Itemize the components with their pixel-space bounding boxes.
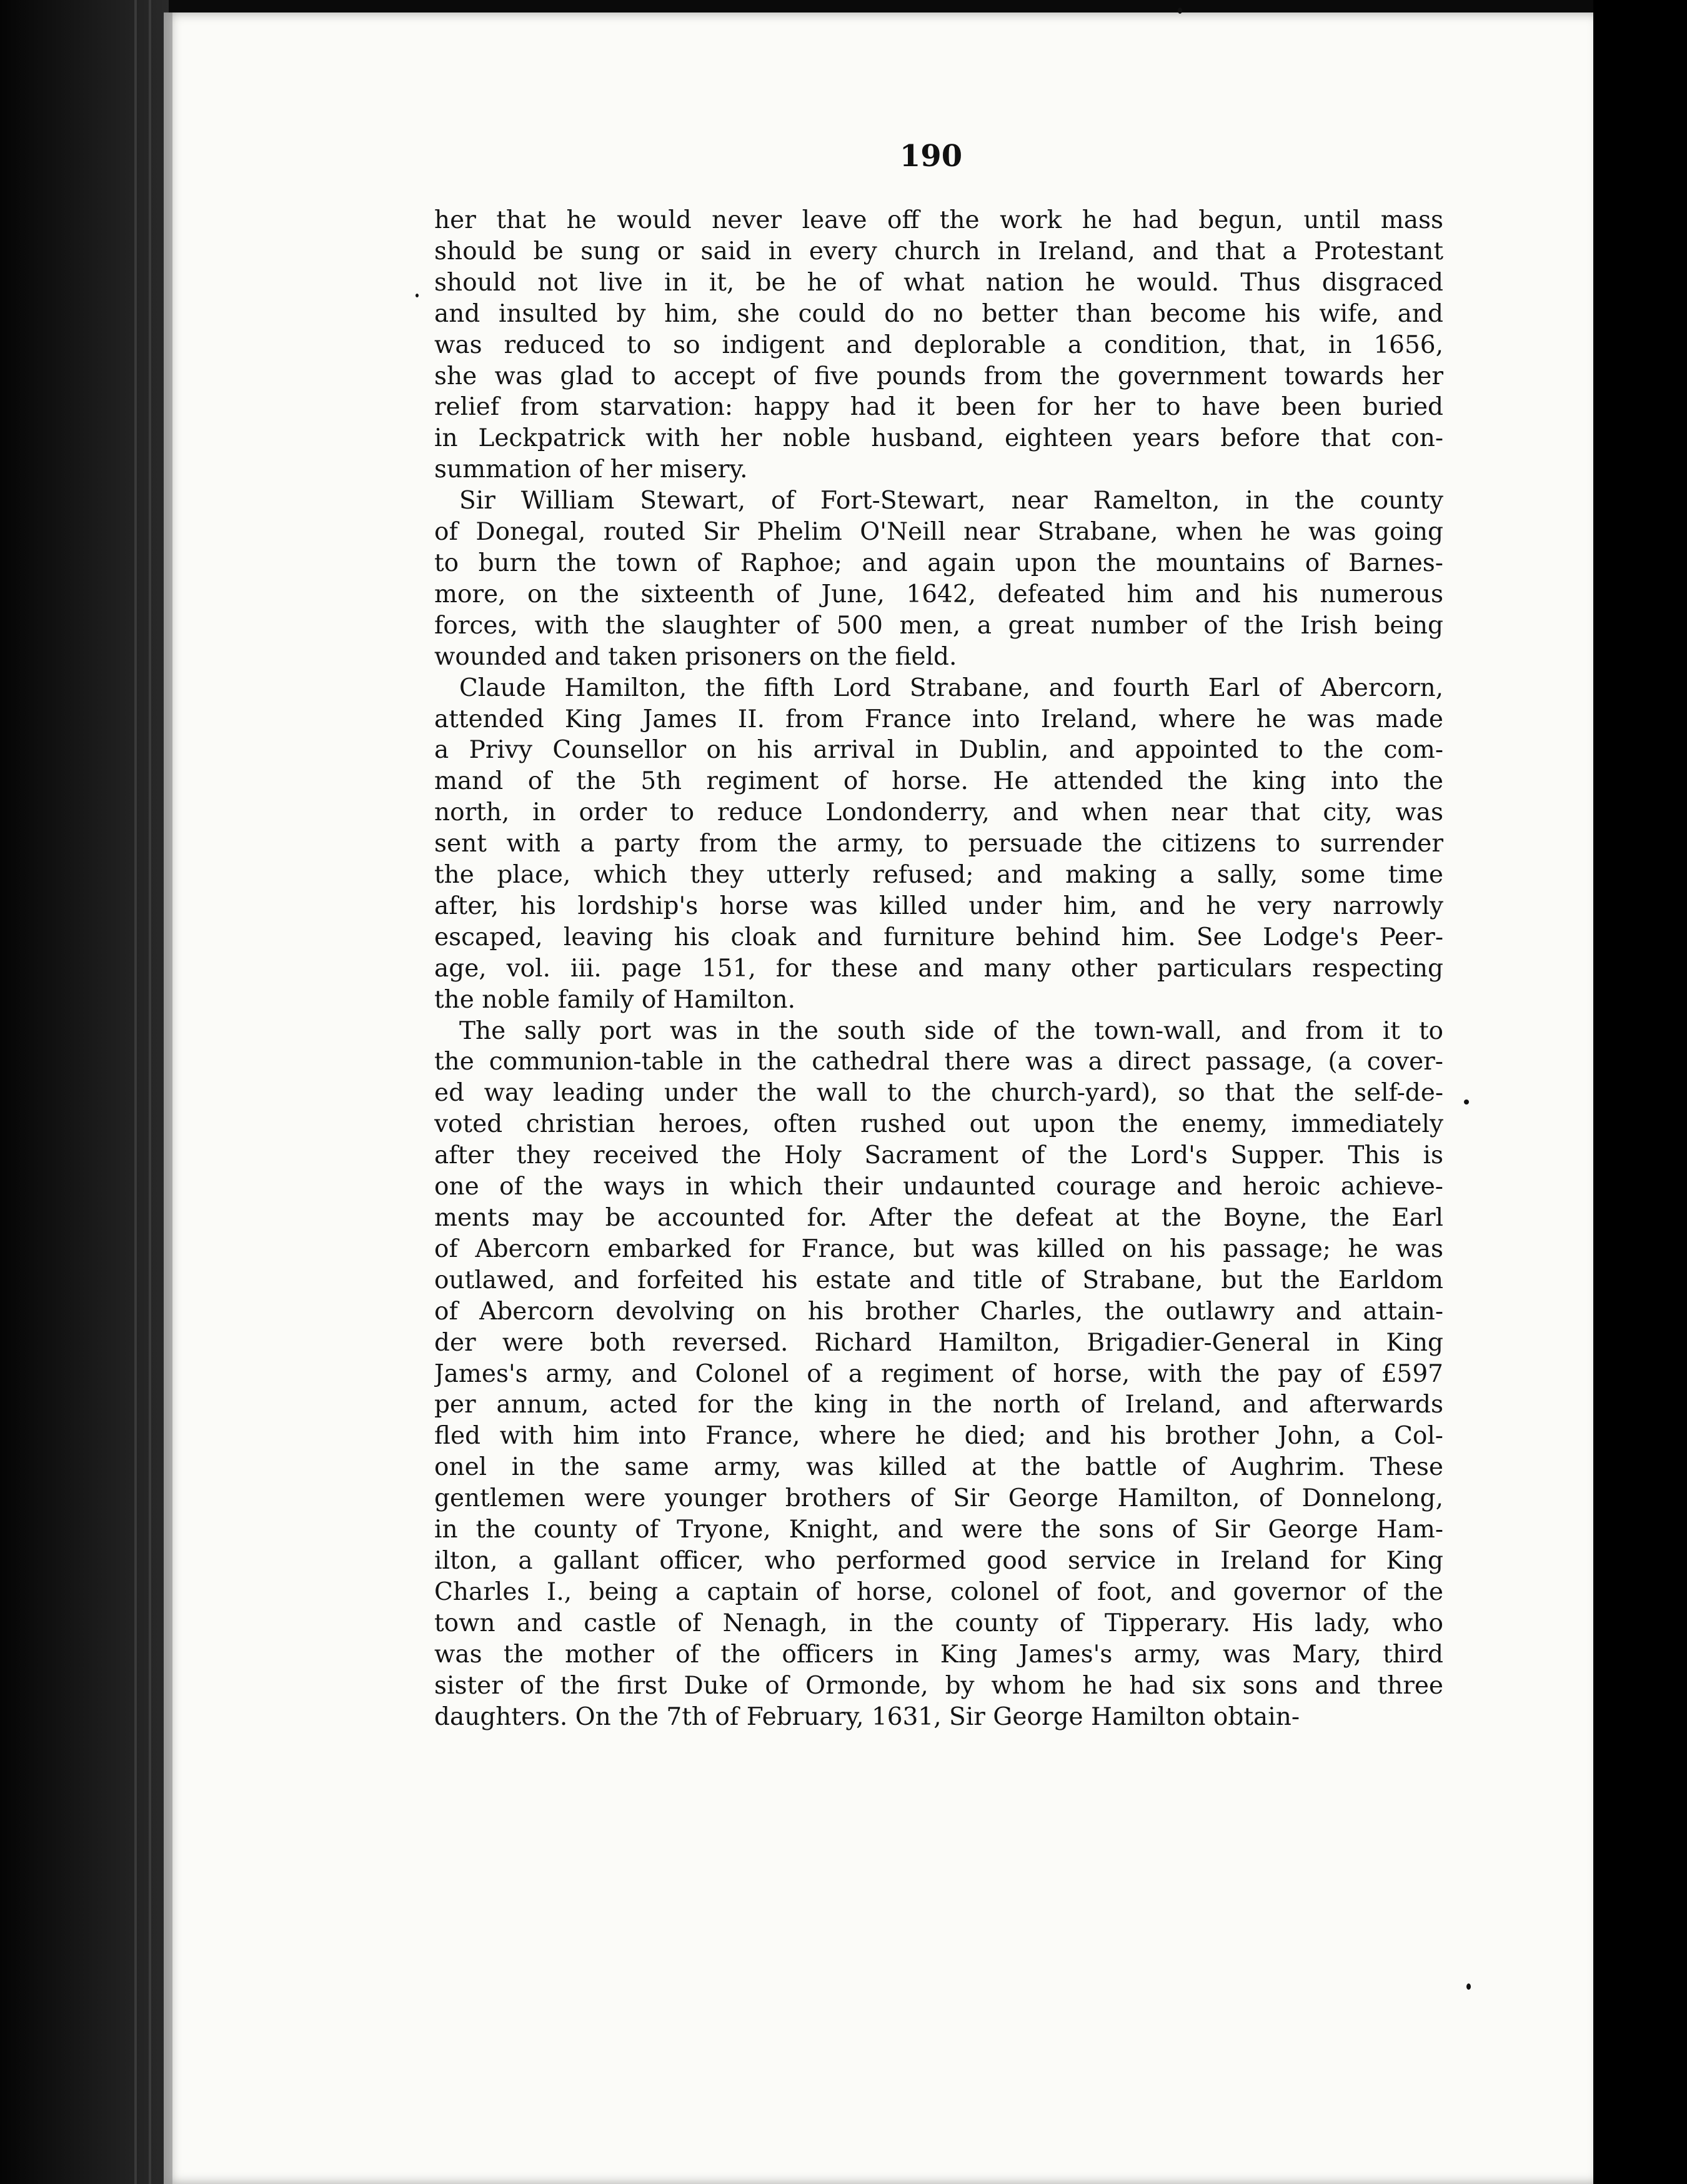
text-line: relief from starvation: happy had it been for her to have been buried: [434, 393, 1443, 422]
text-line: north, in order to reduce Londonderry, and when near that city, was: [434, 798, 1443, 827]
text-line: der were both reversed. Richard Hamilton, Brigadier-General in King: [434, 1328, 1443, 1357]
text-line: the communion-table in the cathedral there was a direct passage, (a cover-: [434, 1048, 1443, 1076]
text-line: sent with a party from the army, to persuade the citizens to surrender: [434, 830, 1443, 858]
text-line: The sally port was in the south side of the town-wall, and from it to: [459, 1016, 1443, 1045]
text-line: should not live in it, be he of what nation he would. Thus disgraced: [434, 268, 1443, 297]
body-text: [434, 205, 1443, 1732]
text-line: voted christian heroes, often rushed out upon the enemy, immediately: [434, 1110, 1443, 1139]
text-line: and insulted by him, she could do no better than become his wife, and: [434, 299, 1443, 328]
text-line: the place, which they utterly refused; and making a sally, some time: [434, 861, 1443, 890]
text-line: her that he would never leave off the work he had begun, until mass: [434, 206, 1443, 234]
text-line: was reduced to so indigent and deplorable a condition, that, in 1656,: [434, 330, 1443, 359]
text-line: gentlemen were younger brothers of Sir George Hamilton, of Donnelong,: [434, 1484, 1443, 1513]
text-line: one of the ways in which their undaunted courage and heroic achieve-: [434, 1173, 1443, 1201]
book-binding: [0, 0, 169, 2184]
text-line: Sir William Stewart, of Fort-Stewart, near Ramelton, in the county: [459, 487, 1443, 515]
text-line: summation of her misery.: [434, 455, 748, 484]
paragraph: [434, 1016, 1443, 1733]
text-line: escaped, leaving his cloak and furniture behind him. See Lodge's Peer-: [434, 923, 1443, 951]
binding-edge-line: [149, 0, 151, 2184]
text-line: per annum, acted for the king in the north of Ireland, and afterwards: [434, 1391, 1443, 1419]
text-line: fled with him into France, where he died; and his brother John, a Col-: [434, 1422, 1443, 1451]
text-line: James's army, and Colonel of a regiment of horse, with the pay of £597: [434, 1359, 1443, 1388]
text-line: after they received the Holy Sacrament of the Lord's Supper. This is: [434, 1141, 1443, 1170]
text-line: a Privy Counsellor on his arrival in Dublin, and appointed to the com-: [434, 736, 1443, 765]
text-line: in Leckpatrick with her noble husband, eighteen years before that con-: [434, 424, 1443, 453]
paragraph: [434, 205, 1443, 485]
ink-speck: [1464, 1099, 1469, 1104]
text-line: ments may be accounted for. After the defeat at the Boyne, the Earl: [434, 1204, 1443, 1232]
text-line: wounded and taken prisoners on the field.: [434, 642, 957, 671]
page-gutter-shadow: [164, 12, 172, 2184]
text-line: of Abercorn embarked for France, but was killed on his passage; he was: [434, 1234, 1443, 1263]
text-line: age, vol. iii. page 151, for these and many other particulars respecting: [434, 954, 1443, 983]
text-line: mand of the 5th regiment of horse. He attended the king into the: [434, 767, 1443, 796]
text-line: of Donegal, routed Sir Phelim O'Neill near Strabane, when he was going: [434, 518, 1443, 547]
text-line: sister of the first Duke of Ormonde, by whom he had six sons and three: [434, 1671, 1443, 1700]
text-line: ilton, a gallant officer, who performed good service in Ireland for King: [434, 1546, 1443, 1575]
text-line: she was glad to accept of five pounds from the government towards her: [434, 362, 1443, 390]
text-line: attended King James II. from France into Ireland, where he was made: [434, 705, 1443, 733]
paragraph: [434, 673, 1443, 1016]
paragraph: [434, 485, 1443, 672]
ink-speck: [1178, 7, 1182, 14]
text-line: Claude Hamilton, the fifth Lord Strabane, and fourth Earl of Abercorn,: [459, 673, 1443, 702]
ink-speck: [1466, 1983, 1471, 1990]
text-line: forces, with the slaughter of 500 men, a great number of the Irish being: [434, 611, 1443, 640]
text-line: more, on the sixteenth of June, 1642, defeated him and his numerous: [434, 580, 1443, 608]
text-line: was the mother of the officers in King James's army, was Mary, third: [434, 1640, 1443, 1669]
text-line: daughters. On the 7th of February, 1631, Sir George Hamilton obtain-: [434, 1702, 1300, 1731]
text-line: should be sung or said in every church in Ireland, and that a Protestant: [434, 237, 1443, 266]
text-line: Charles I., being a captain of horse, colonel of foot, and governor of the: [434, 1577, 1443, 1606]
text-line: outlawed, and forfeited his estate and title of Strabane, but the Earldom: [434, 1266, 1443, 1294]
text-line: the noble family of Hamilton.: [434, 985, 795, 1014]
text-line: onel in the same army, was killed at the battle of Aughrim. These: [434, 1453, 1443, 1482]
text-line: to burn the town of Raphoe; and again upon the mountains of Barnes-: [434, 548, 1443, 577]
text-line: town and castle of Nenagh, in the county of Tipperary. His lady, who: [434, 1609, 1443, 1637]
text-line: of Abercorn devolving on his brother Charles, the outlawry and attain-: [434, 1297, 1443, 1326]
ink-speck: [416, 294, 419, 297]
text-line: after, his lordship's horse was killed under him, and he very narrowly: [434, 891, 1443, 920]
binding-edge-line: [134, 0, 137, 2184]
text-line: ed way leading under the wall to the church-yard), so that the self-de-: [434, 1079, 1443, 1108]
scan-background-right: [1593, 0, 1687, 2184]
page-number: 190: [899, 139, 963, 174]
text-line: in the county of Tryone, Knight, and were the sons of Sir George Ham-: [434, 1516, 1443, 1544]
